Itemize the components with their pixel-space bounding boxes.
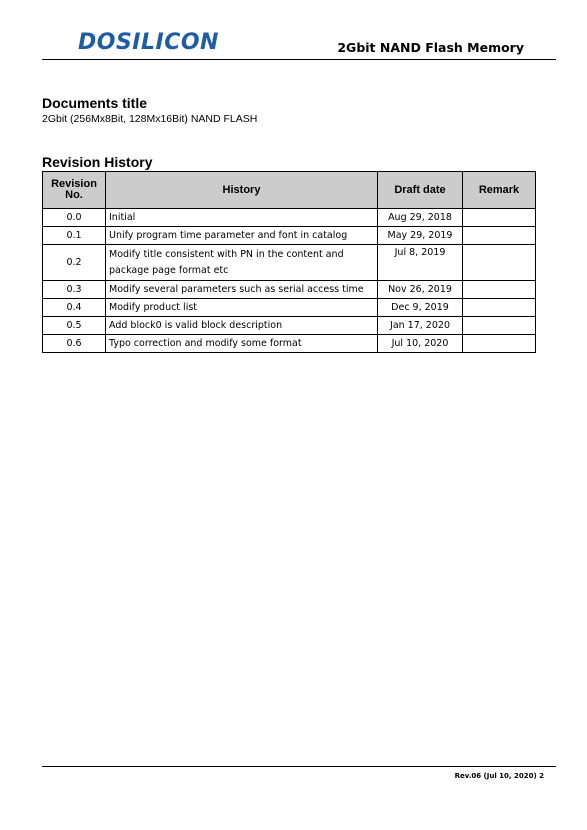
- table-row: [43, 299, 536, 317]
- cell-history: Modify product list: [106, 299, 378, 317]
- table-header-row: [43, 172, 536, 209]
- cell-draft-date: Jan 17, 2020: [378, 317, 463, 335]
- cell-revision: 0.1: [43, 227, 106, 245]
- cell-remark: [463, 227, 536, 245]
- cell-draft-date: Jul 8, 2019: [378, 245, 463, 281]
- document-header-title: 2Gbit NAND Flash Memory: [337, 40, 524, 55]
- column-header-draft-date: Draft date: [378, 172, 463, 209]
- footer-divider: [42, 766, 556, 767]
- cell-revision: 0.4: [43, 299, 106, 317]
- cell-remark: [463, 245, 536, 281]
- cell-remark: [463, 317, 536, 335]
- cell-revision: 0.5: [43, 317, 106, 335]
- table-row: [43, 335, 536, 353]
- table-row: [43, 227, 536, 245]
- cell-revision: 0.3: [43, 281, 106, 299]
- cell-draft-date: May 29, 2019: [378, 227, 463, 245]
- footer-revision-page: Rev.06 (Jul 10, 2020) 2: [454, 772, 544, 780]
- cell-history-text: Modify title consistent with PN in the content and package page format etc: [109, 248, 344, 276]
- cell-history: Modify several parameters such as serial access time: [106, 281, 378, 299]
- table-row: [43, 281, 536, 299]
- revision-history-table: [42, 171, 536, 353]
- cell-revision: 0.2: [43, 245, 106, 281]
- cell-draft-date: Aug 29, 2018: [378, 209, 463, 227]
- cell-revision: 0.6: [43, 335, 106, 353]
- cell-history: Initial: [106, 209, 378, 227]
- cell-draft-date: Nov 26, 2019: [378, 281, 463, 299]
- cell-remark: [463, 335, 536, 353]
- revision-history-heading: Revision History: [42, 154, 153, 170]
- cell-remark: [463, 299, 536, 317]
- cell-history: Typo correction and modify some format: [106, 335, 378, 353]
- cell-remark: [463, 209, 536, 227]
- header-divider: [42, 59, 556, 60]
- documents-title-value: 2Gbit (256Mx8Bit, 128Mx16Bit) NAND FLASH: [42, 113, 258, 125]
- column-header-history: History: [106, 172, 378, 209]
- cell-history: [106, 245, 378, 281]
- cell-history: Unify program time parameter and font in catalog: [106, 227, 378, 245]
- table-row: [43, 317, 536, 335]
- cell-history: Add block0 is valid block description: [106, 317, 378, 335]
- cell-draft-date: Jul 10, 2020: [378, 335, 463, 353]
- column-header-revision: Revision No.: [43, 172, 106, 209]
- cell-remark: [463, 281, 536, 299]
- column-header-remark: Remark: [463, 172, 536, 209]
- cell-draft-date: Dec 9, 2019: [378, 299, 463, 317]
- cell-revision: 0.0: [43, 209, 106, 227]
- table-row: [43, 245, 536, 281]
- documents-title-heading: Documents title: [42, 95, 148, 111]
- table-row: [43, 209, 536, 227]
- company-logo: DOSILICON: [78, 30, 219, 55]
